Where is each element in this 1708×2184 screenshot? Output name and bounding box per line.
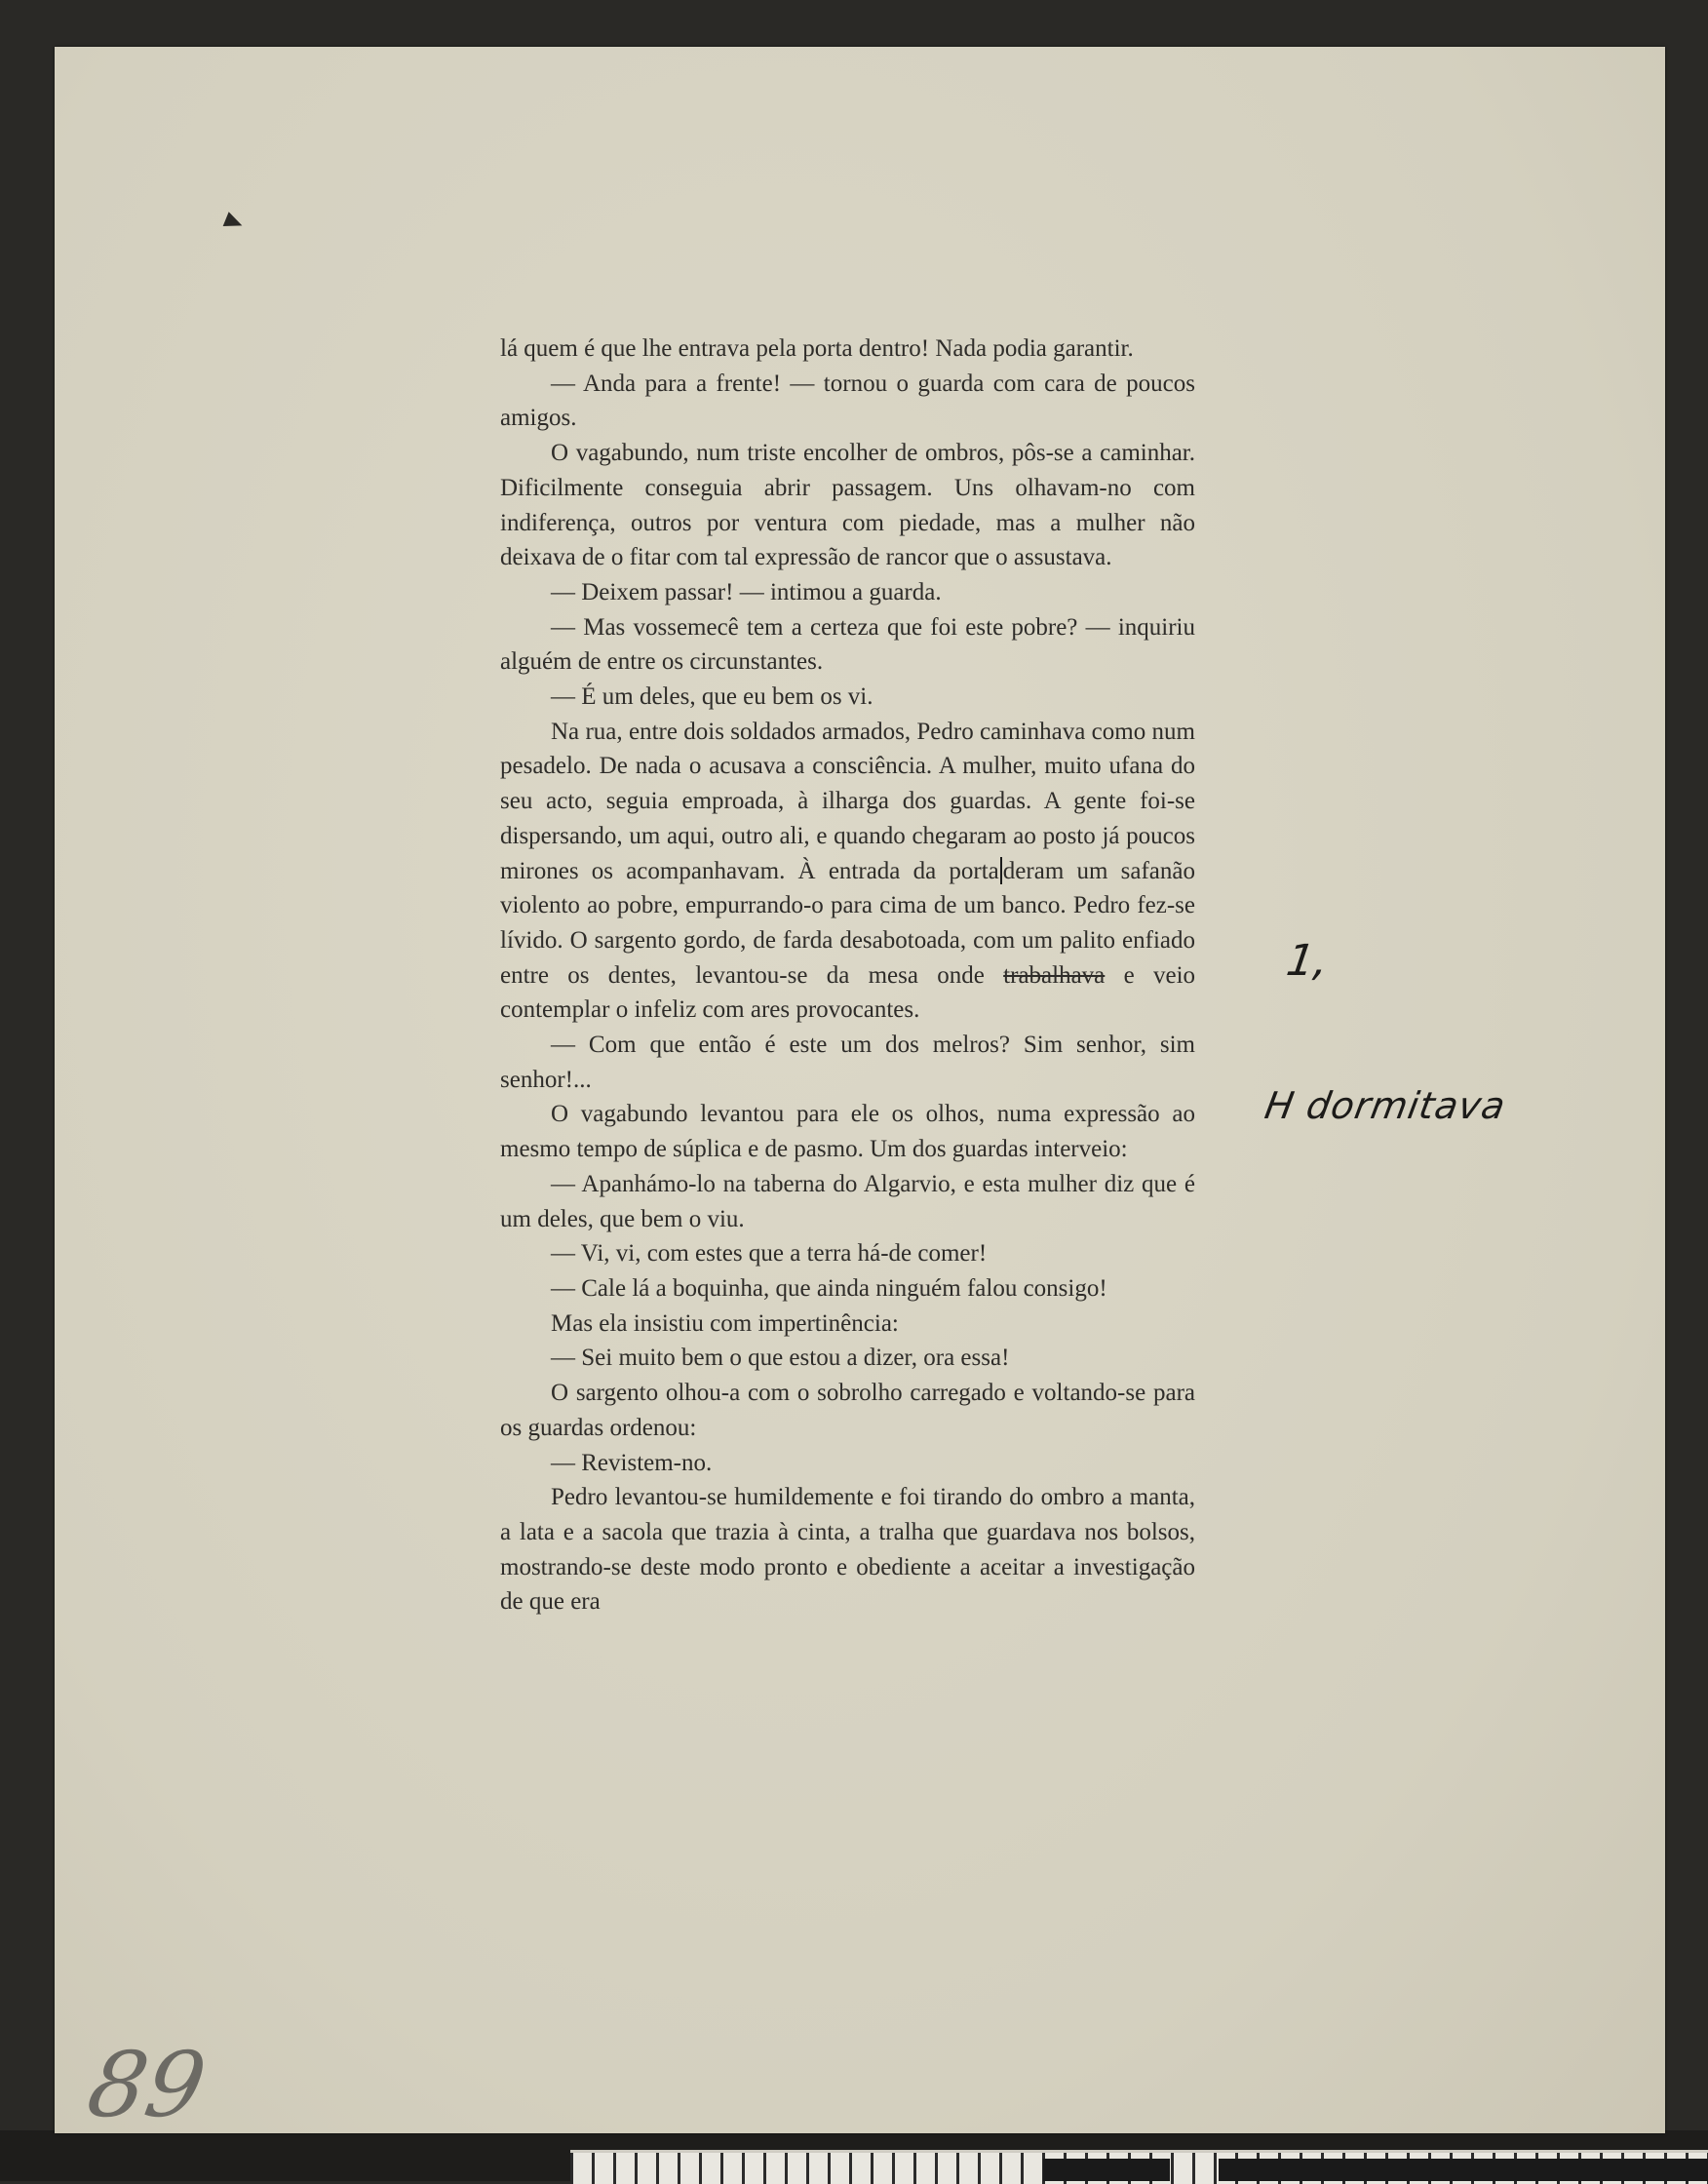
street-text-part-1: Na rua, entre dois soldados armados, Pedro caminhava como num pesadelo. De nada o acusava a consciência. A mulher, muito ufana do seu acto, seguia emproada, à ilharga dos guardas. A gente foi-se dispersando, um aqui, outro ali, e quando chegaram ao posto já poucos mirones os acompanhavam. À entrada da porta bbox=[500, 718, 1195, 884]
street-text-part-3: e veio contemplar o infeliz com ares provocantes. bbox=[500, 961, 1196, 1024]
street-paragraph bbox=[500, 715, 1195, 1028]
street-text-part-2: deram um safanão violento ao pobre, empurrando-o para cima de um banco. Pedro fez-se lívido. O sargento gordo, de farda desabotoada, com um palito enfiado entre os dentes, levantou-se da mesa onde bbox=[500, 857, 1195, 989]
paragraph: — É um deles, que eu bem os vi. bbox=[551, 683, 873, 711]
paragraph: O sargento olhou-a com o sobrolho carregado e voltando-se para os guardas ordenou: bbox=[500, 1380, 1195, 1441]
ruler-dark-segment bbox=[1219, 2159, 1708, 2181]
paragraph: — Cale lá a boquinha, que ainda ninguém falou consigo! bbox=[551, 1274, 1107, 1302]
ruler-dark-segment bbox=[1043, 2159, 1170, 2181]
paragraph: Pedro levantou-se humildemente e foi tirando do ombro a manta, a lata e a sacola que trazia à cinta, a tralha que guardava nos bolsos, mostrando-se deste modo pronto e obediente a aceitar a investigação de que era bbox=[500, 1484, 1195, 1616]
margin-annotation-2: H dormitava bbox=[1262, 1084, 1510, 1127]
paragraph: — Com que então é este um dos melros? Sim senhor, sim senhor!... bbox=[500, 1032, 1195, 1093]
paragraph: O vagabundo levantou para ele os olhos, numa expressão ao mesmo tempo de súplica e de pasmo. Um dos guardas interveio: bbox=[500, 1101, 1195, 1163]
paragraph: — Vi, vi, com estes que a terra há-de comer! bbox=[551, 1240, 988, 1268]
body-text bbox=[500, 332, 1195, 1619]
paragraph: — Sei muito bem o que estou a dizer, ora essa! bbox=[551, 1345, 1010, 1372]
paragraph: O vagabundo, num triste encolher de ombros, pôs-se a caminhar. Dificilmente conseguia abrir passagem. Uns olhavam-no com indiferença, outros por ventura com piedade, mas a mulher não deixava de o fitar com tal expressão de rancor que o assustava. bbox=[500, 440, 1195, 571]
paragraph: — Apanhámo-lo na taberna do Algarvio, e esta mulher diz que é um deles, que bem o viu. bbox=[500, 1170, 1195, 1232]
paragraph: lá quem é que lhe entrava pela porta dentro! Nada podia garantir. bbox=[500, 335, 1134, 362]
page-number: 89 bbox=[80, 2033, 214, 2137]
margin-annotation-1: 1, bbox=[1283, 936, 1332, 986]
paragraph: — Anda para a frente! — tornou o guarda com cara de poucos amigos. bbox=[500, 370, 1195, 432]
struck-word: trabalhava bbox=[1003, 961, 1106, 989]
arrow-mark-icon bbox=[223, 212, 246, 233]
paragraph: Mas ela insistiu com impertinência: bbox=[551, 1309, 899, 1337]
paragraph: — Revistem-no. bbox=[551, 1449, 713, 1476]
insertion-mark bbox=[1000, 857, 1002, 884]
paragraph: — Mas vossemecê tem a certeza que foi este pobre? — inquiriu alguém de entre os circunstantes. bbox=[500, 613, 1195, 676]
paragraph: — Deixem passar! — intimou a guarda. bbox=[551, 578, 942, 605]
